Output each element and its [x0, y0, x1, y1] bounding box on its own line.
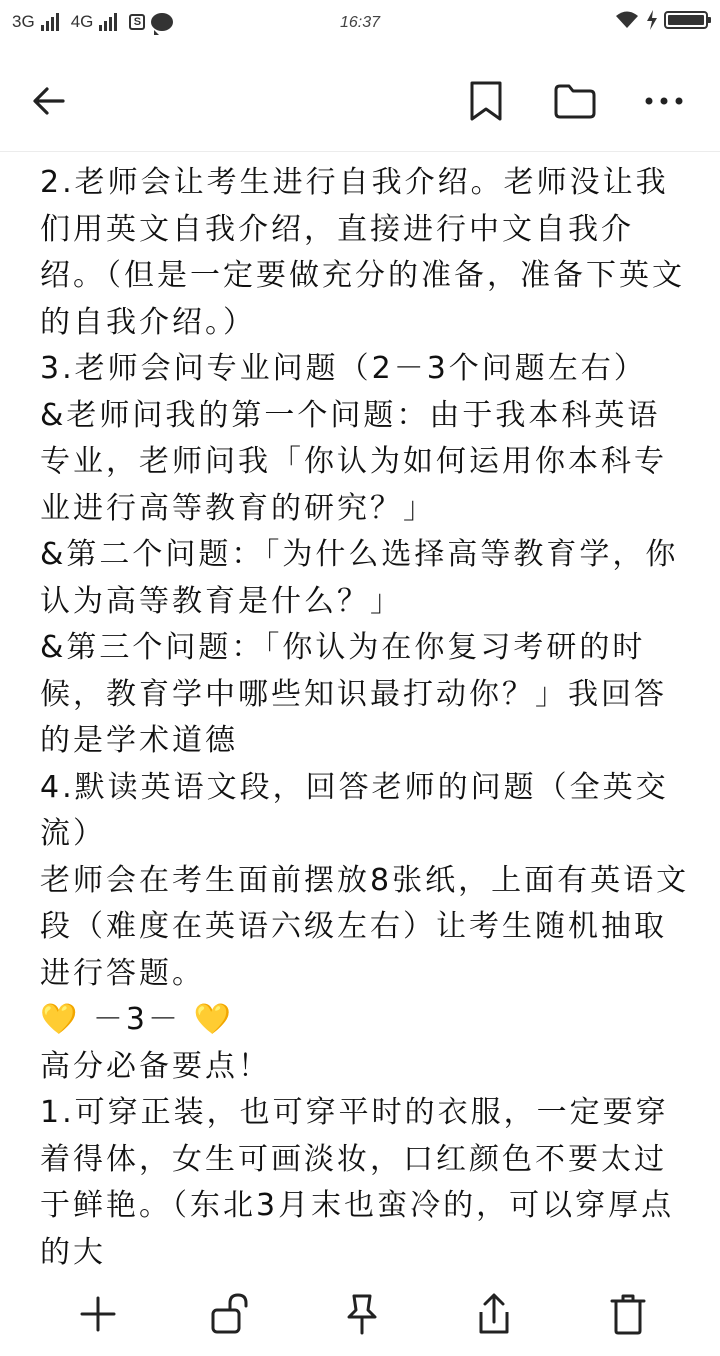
back-arrow-icon[interactable]: [26, 78, 72, 124]
wifi-icon: [614, 10, 640, 30]
bottom-toolbar: [0, 1272, 720, 1356]
section-heading: 高分必备要点！: [40, 1048, 271, 1084]
network-type-2: 4G: [70, 12, 94, 31]
add-icon[interactable]: [74, 1290, 122, 1338]
note-paragraph: &老师问我的第一个问题：由于我本科英语专业，老师问我「你认为如何运用你本科专业进行高等教育的研究？」: [40, 397, 667, 526]
network-type-1: 3G: [12, 12, 35, 31]
trash-icon[interactable]: [604, 1290, 652, 1338]
note-content[interactable]: [40, 160, 690, 1280]
sim-icon: S: [129, 14, 145, 30]
status-bar: [0, 0, 720, 48]
unlock-icon[interactable]: [206, 1290, 254, 1338]
battery-icon: [664, 11, 708, 29]
folder-icon[interactable]: [552, 78, 598, 124]
more-icon[interactable]: [641, 78, 687, 124]
note-paragraph: 4.默读英语文段，回答老师的问题（全英交流）: [40, 769, 669, 851]
note-paragraph: &第二个问题：「为什么选择高等教育学，你认为高等教育是什么？」: [40, 537, 679, 619]
charging-icon: [646, 10, 658, 30]
note-paragraph: &第三个问题：「你认为在你复习考研的时候，教育学中哪些知识最打动你？」我回答的是学术道德: [40, 630, 667, 758]
note-paragraph: 1.可穿正装，也可穿平时的衣服，一定要穿着得体，女生可画淡妆，口红颜色不要太过于鲜艳。（东北3月末也蛮冷的，可以穿厚点的大: [40, 1095, 675, 1270]
section-divider: 💛 －3－ 💛: [40, 1002, 234, 1037]
note-paragraph: 3.老师会问专业问题（2－3个问题左右）: [40, 351, 647, 386]
note-paragraph: 老师会在考生面前摆放8张纸，上面有英语文段（难度在英语六级左右）让考生随机抽取进行答题。: [40, 862, 690, 991]
pin-icon[interactable]: [338, 1290, 386, 1338]
note-paragraph: 2.老师会让考生进行自我介绍。老师没让我们用英文自我介绍，直接进行中文自我介绍。（但是一定要做充分的准备，准备下英文的自我介绍。）: [40, 165, 685, 340]
bookmark-icon[interactable]: [463, 78, 509, 124]
share-icon[interactable]: [470, 1290, 518, 1338]
app-bar-divider: [0, 151, 720, 152]
clock: 16:37: [339, 14, 381, 31]
app-bar: [0, 48, 720, 152]
